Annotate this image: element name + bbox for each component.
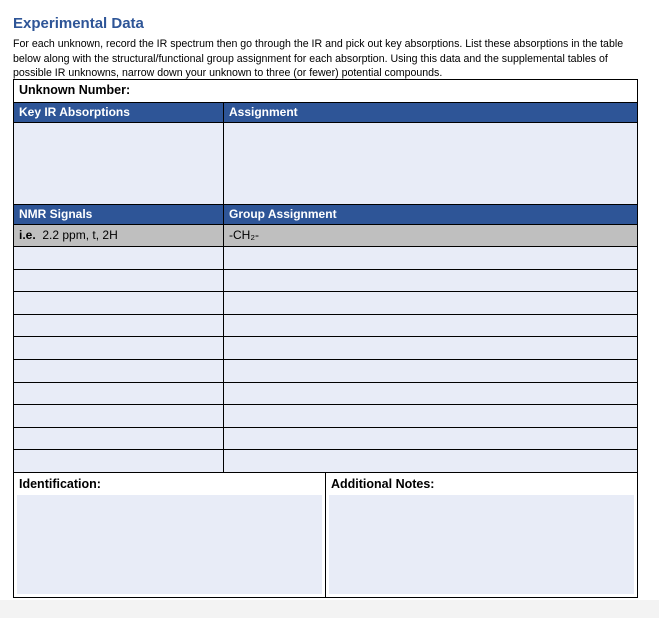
nmr-group-input[interactable] (224, 315, 637, 337)
nmr-row (14, 247, 637, 270)
nmr-signal-input[interactable] (14, 428, 224, 450)
nmr-signal-input[interactable] (14, 292, 224, 314)
identification-label: Identification: (19, 476, 101, 491)
nmr-row (14, 405, 637, 428)
nmr-row (14, 383, 637, 406)
nmr-group-input[interactable] (224, 405, 637, 427)
nmr-signal-input[interactable] (14, 450, 224, 472)
nmr-signals-header: NMR Signals (14, 205, 224, 224)
nmr-signal-input[interactable] (14, 270, 224, 292)
nmr-group-input[interactable] (224, 450, 637, 472)
nmr-example-group: -CH₂- (229, 228, 259, 242)
nmr-table-header (14, 205, 637, 225)
nmr-group-input[interactable] (224, 247, 637, 269)
nmr-row (14, 337, 637, 360)
nmr-signal-input[interactable] (14, 405, 224, 427)
nmr-example-row (14, 225, 637, 247)
example-signal-text: 2.2 ppm, t, 2H (42, 228, 118, 242)
nmr-group-input[interactable] (224, 428, 637, 450)
ir-assignment-header: Assignment (229, 105, 298, 119)
notes-input[interactable] (329, 495, 634, 594)
nmr-row (14, 292, 637, 315)
nmr-signal-input[interactable] (14, 360, 224, 382)
ir-absorptions-header: Key IR Absorptions (14, 103, 224, 122)
ir-table-header (14, 103, 637, 123)
ir-assignment-input[interactable] (224, 123, 637, 204)
nmr-row (14, 428, 637, 451)
nmr-group-input[interactable] (224, 383, 637, 405)
identification-section (14, 473, 326, 597)
unknown-number-field[interactable]: Unknown Number: (14, 80, 637, 103)
nmr-group-input[interactable] (224, 270, 637, 292)
nmr-row (14, 360, 637, 383)
page-title: Experimental Data (13, 15, 144, 32)
nmr-row (14, 450, 637, 473)
notes-label: Additional Notes: (331, 476, 435, 491)
ir-absorptions-input[interactable] (14, 123, 224, 204)
nmr-example-signal (14, 225, 224, 246)
notes-section (326, 473, 637, 597)
nmr-group-header: Group Assignment (229, 207, 337, 221)
nmr-group-input[interactable] (224, 337, 637, 359)
nmr-group-input[interactable] (224, 360, 637, 382)
nmr-signal-input[interactable] (14, 383, 224, 405)
data-sheet (13, 79, 638, 598)
nmr-signal-input[interactable] (14, 247, 224, 269)
nmr-row (14, 315, 637, 338)
nmr-signal-input[interactable] (14, 315, 224, 337)
identification-input[interactable] (17, 495, 322, 594)
bottom-section (14, 473, 637, 597)
page-footer (0, 600, 659, 618)
instructions: For each unknown, record the IR spectrum then go through the IR and pick out key absorptions. List these absorptions in the table below along with the structural/functional group assignment for each absorption. Using this data and the supplemental tables of possible IR unknowns, narrow down your unknown to three (or fewer) potential compounds. (13, 38, 624, 79)
nmr-row (14, 270, 637, 293)
nmr-signal-input[interactable] (14, 337, 224, 359)
ir-table-body (14, 123, 637, 205)
example-prefix: i.e. (19, 228, 36, 242)
nmr-group-input[interactable] (224, 292, 637, 314)
nmr-rows (14, 247, 637, 473)
